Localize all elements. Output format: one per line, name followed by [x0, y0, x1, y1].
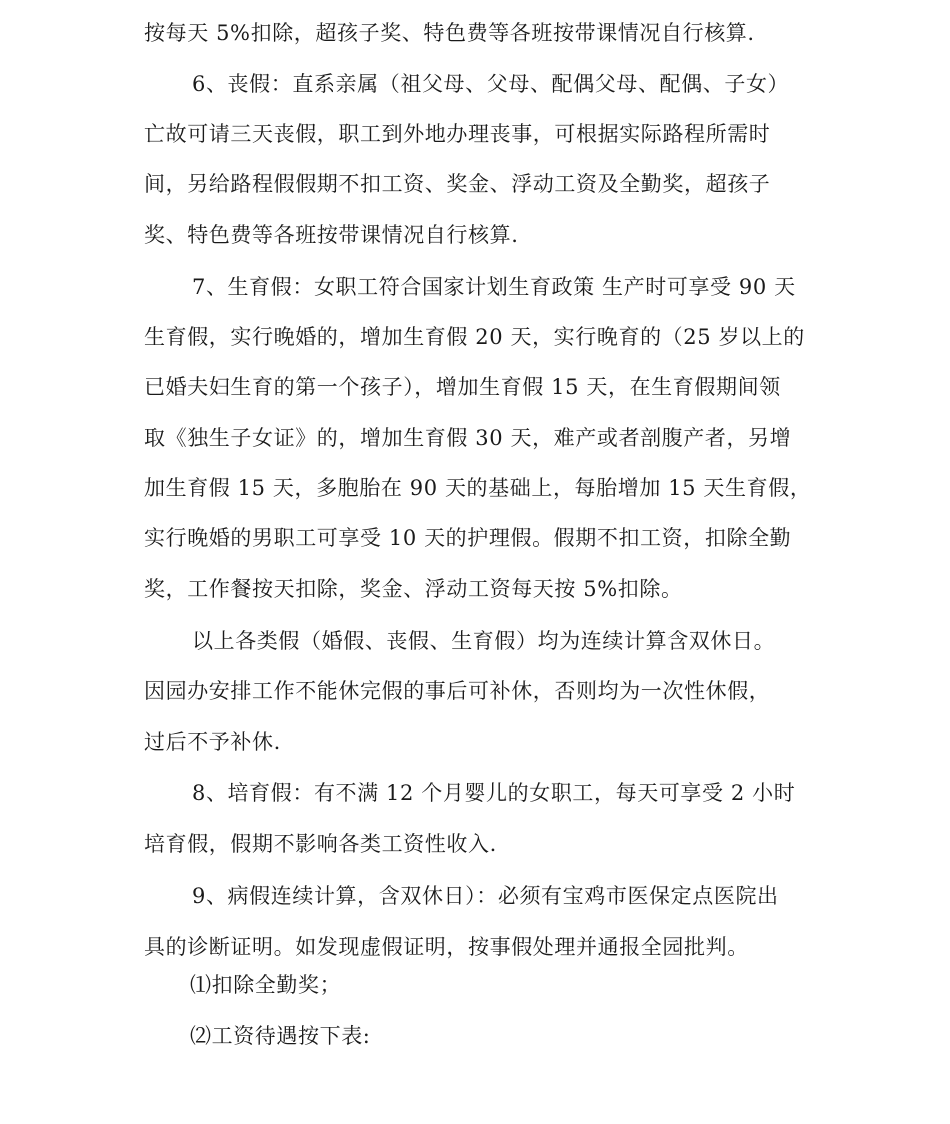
- list-item: ⑴扣除全勤奖；: [190, 973, 342, 997]
- paragraph-line: 按每天 5%扣除，超孩子奖、特色费等各班按带课情况自行核算.: [144, 21, 755, 45]
- paragraph-line: 6、丧假：直系亲属（祖父母、父母、配偶父母、配偶、子女）: [192, 72, 790, 96]
- paragraph-line: 具的诊断证明。如发现虚假证明，按事假处理并通报全园批判。: [144, 935, 749, 959]
- paragraph-line: 间，另给路程假假期不扣工资、奖金、浮动工资及全勤奖，超孩子: [144, 172, 771, 196]
- paragraph-line: 生育假，实行晚婚的，增加生育假 20 天，实行晚育的（25 岁以上的: [144, 325, 805, 349]
- paragraph-line: 过后不予补休.: [144, 730, 281, 754]
- paragraph-line: 7、生育假：女职工符合国家计划生育政策 生产时可享受 90 天: [192, 275, 796, 299]
- paragraph-line: 8、培育假：有不满 12 个月婴儿的女职工，每天可享受 2 小时: [192, 781, 796, 805]
- paragraph-line: 加生育假 15 天，多胞胎在 90 天的基础上，每胎增加 15 天生育假，: [144, 476, 812, 500]
- paragraph-line: 已婚夫妇生育的第一个孩子），增加生育假 15 天，在生育假期间领: [144, 375, 781, 399]
- paragraph-line: 因园办安排工作不能休完假的事后可补休，否则均为一次性休假，: [144, 679, 771, 703]
- paragraph-line: 奖、特色费等各班按带课情况自行核算.: [144, 223, 519, 247]
- paragraph-line: 亡故可请三天丧假，职工到外地办理丧事，可根据实际路程所需时: [144, 122, 771, 146]
- paragraph-line: 9、病假连续计算，含双休日）：必须有宝鸡市医保定点医院出: [192, 884, 779, 908]
- list-item: ⑵工资待遇按下表:: [190, 1024, 371, 1048]
- paragraph-line: 实行晚婚的男职工可享受 10 天的护理假。假期不扣工资，扣除全勤: [144, 526, 792, 550]
- paragraph-line: 奖，工作餐按天扣除，奖金、浮动工资每天按 5%扣除。: [144, 577, 683, 601]
- paragraph-line: 以上各类假（婚假、丧假、生育假）均为连续计算含双休日。: [192, 629, 776, 653]
- paragraph-line: 取《独生子女证》的，增加生育假 30 天，难产或者剖腹产者，另增: [144, 426, 792, 450]
- paragraph-line: 培育假，假期不影响各类工资性收入.: [144, 832, 497, 856]
